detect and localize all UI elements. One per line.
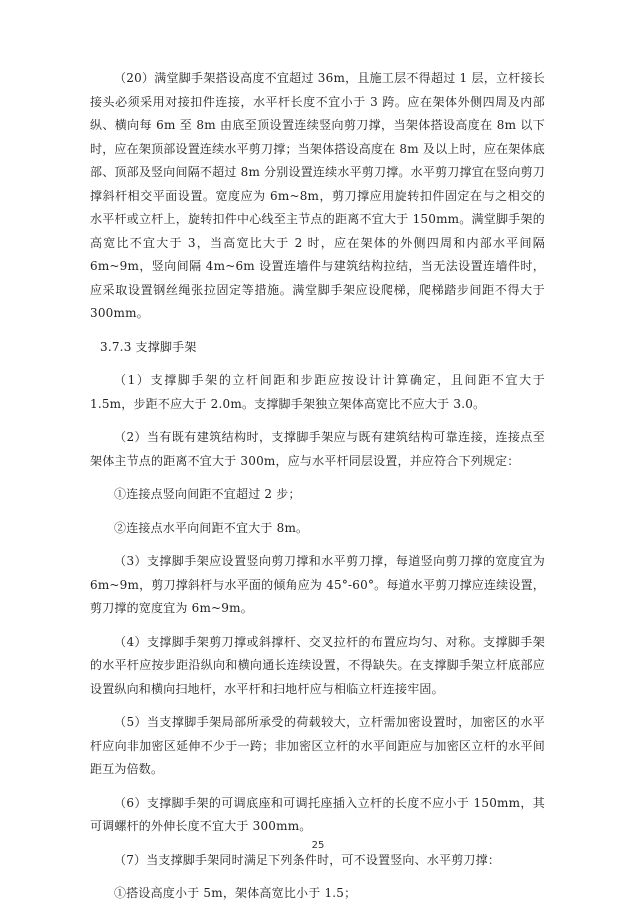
paragraph-2-item-1: ①连接点竖向间距不宜超过 2 步； xyxy=(114,487,301,501)
paragraph-6: （6）支撑脚手架的可调底座和可调托座插入立杆的长度不应小于 150mm，其可调螺杆的外伸长度不宜大于 300mm。 xyxy=(90,795,545,833)
page-number: 25 xyxy=(311,840,325,851)
paragraph-7: （7）当支撑脚手架同时满足下列条件时，可不设置竖向、水平剪刀撑： xyxy=(114,852,501,867)
section-heading-3-7-3: 3.7.3 支撑脚手架 xyxy=(100,339,197,354)
paragraph-4: （4）支撑脚手架剪刀撑或斜撑杆、交叉拉杆的布置应均匀、对称。支撑脚手架的水平杆应按步距沿纵向和横向通长连续设置，不得缺失。在支撑脚手架立杆底部应设置纵向和横向扫地杆，水平杆和扫地杆应与相临立杆连接牢固。 xyxy=(90,634,545,696)
paragraph-20: （20）满堂脚手架搭设高度不宜超过 36m，且施工层不得超过 1 层，立杆接长接头必须采用对接扣件连接，水平杆长度不宜小于 3 跨。应在架体外侧四周及内部纵、横向每 6m 至 8m 由底至顶设置连续竖向剪刀撑，当架体搭设高度在 8m 以下时，应在架顶部设置连续水平剪刀撑；当架体搭设高度在 8m 及以上时，应在架体底部、顶部及竖向间隔不超过 8m 分别设置连续水平剪刀撑。水平剪刀撑宜在竖向剪刀撑斜杆相交平面设置。宽度应为 6m~8m，剪刀撑应用旋转扣件固定在与之相交的水平杆或立杆上，旋转扣件中心线至主节点的距离不宜大于 150mm。满堂脚手架的高宽比不宜大于 3，当高宽比大于 2 时，应在架体的外侧四周和内部水平间隔 6m~9m，竖向间隔 4m~6m 设置连墙件与建筑结构拉结，当无法设置连墙件时，应采取设置钢丝绳张拉固定等措施。满堂脚手架应设爬梯，爬梯踏步间距不得大于 300mm。 xyxy=(90,71,545,320)
paragraph-5: （5）当支撑脚手架局部所承受的荷载较大，立杆需加密设置时，加密区的水平杆应向非加密区延伸不少于一跨；非加密区立杆的水平间距应与加密区立杆的水平间距互为倍数。 xyxy=(90,715,545,776)
paragraph-2: （2）当有既有建筑结构时，支撑脚手架应与既有建筑结构可靠连接，连接点至架体主节点的距离不宜大于 300m，应与水平杆同层设置，并应符合下列规定： xyxy=(90,430,545,468)
paragraph-3: （3）支撑脚手架应设置竖向剪刀撑和水平剪刀撑，每道竖向剪刀撑的宽度宜为 6m~9m，剪刀撑斜杆与水平面的倾角应为 45°-60°。每道水平剪刀撑应连续设置，剪刀撑的宽度宜为 6m~9m。 xyxy=(90,554,545,615)
paragraph-2-item-2: ②连接点水平向间距不宜大于 8m。 xyxy=(114,520,309,535)
paragraph-7-item-1: ①搭设高度小于 5m，架体高宽比小于 1.5； xyxy=(114,886,357,900)
paragraph-1: （1）支撑脚手架的立杆间距和步距应按设计计算确定，且间距不宜大于 1.5m，步距不应大于 2.0m。支撑脚手架独立架体高宽比不应大于 3.0。 xyxy=(90,373,545,411)
page-body xyxy=(90,67,545,916)
